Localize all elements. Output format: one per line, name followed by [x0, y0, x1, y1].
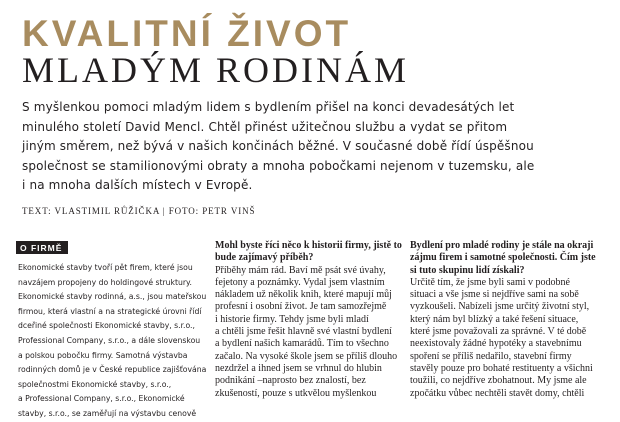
lead-line: i na mnoha dalších místech v Evropě. — [22, 178, 253, 192]
interview-answer — [410, 277, 610, 400]
sidebar-line: společnostmi Ekonomické stavby, s.r.o., — [18, 379, 172, 389]
answer-line: i historie firmy. Tehdy jsme byli mladí — [215, 313, 369, 325]
interview-answer — [215, 265, 400, 400]
interview-question — [215, 240, 400, 265]
answer-line: Určitě tím, že jsme byli sami v podobné — [410, 276, 570, 288]
lead-line: minulého století David Mencl. Chtěl přinést užitečnou službu a vydat se přitom — [22, 119, 508, 134]
answer-line: zkušeností, pouze s utkvělou myšlenkou — [215, 387, 377, 399]
answer-line: které jsme považovali za správné. V té době — [410, 326, 587, 338]
sidebar-line: a Professional Company, s.r.o., Ekonomické — [18, 394, 185, 404]
sidebar-line: dceřiné společnosti Ekonomické stavby, s.r.o., — [18, 321, 195, 331]
sidebar-about-company — [16, 238, 206, 422]
title-line-1: KVALITNÍ ŽIVOT — [22, 13, 352, 54]
answer-line: a chtěli jsme řešit hlavně své vlastní bydlení — [215, 326, 392, 338]
question-line: zájmu firem i samotné společnosti. Čím jste — [410, 252, 596, 264]
interview-column-2 — [410, 240, 610, 400]
lead-paragraph — [22, 98, 535, 196]
sidebar-line: Professional Company, s.r.o., a dále slovenskou — [18, 335, 201, 345]
lead-line: jiným směrem, než bývá v našich končinách běžné. V současné době řídí úspěšnou — [22, 139, 534, 153]
answer-line: podnikání –naprosto bez znalostí, bez — [215, 375, 366, 387]
section-badge: O FIRMĚ — [16, 241, 68, 254]
lead-line: S myšlenkou pomoci mladým lidem s bydlením přišel na konci devadesátých let — [22, 100, 515, 114]
question-line: Bydlení pro mladé rodiny je stále na okraji — [410, 240, 594, 251]
question-line: si tuto skupinu lidí získali? — [410, 264, 525, 276]
answer-line: toužili, co nejdříve zbohatnout. My jsme ale — [410, 375, 587, 387]
sidebar-line: Ekonomické stavby tvoří pět firem, které jsou — [18, 263, 193, 272]
sidebar-line: Ekonomické stavby rodinná, a.s., jsou mateřskou — [18, 292, 207, 302]
interview-question — [410, 240, 610, 277]
answer-line: nákladem už několik knih, které mapují můj — [215, 289, 392, 301]
answer-line: zpočátku vůbec nechtěli stavět domy, chtěli — [410, 387, 585, 399]
sidebar-line: a polskou pobočku firmy. Samotná výstavba — [18, 350, 188, 360]
answer-line: spoření se příliš nedařilo, stavební firmy — [410, 350, 572, 362]
answer-line: neexistovaly žádné hypotéky a stavebnímu — [410, 338, 582, 350]
answer-line: a bydlení našich kamarádů. Tím to všechno — [215, 338, 389, 350]
sidebar-text — [18, 261, 206, 422]
answer-line: Příběhy mám rád. Baví mě psát své úvahy, — [215, 264, 386, 276]
sidebar-line: rodinných domů je v České republice zajišťována — [18, 365, 207, 375]
answer-line: začalo. Na vysoké škole jsem se příliš dlouho — [215, 350, 398, 362]
answer-line: fejetony a poznámky. Vydal jsem vlastním — [215, 276, 385, 288]
sidebar-line: navzájem propojeny do holdingové struktury. — [18, 277, 192, 287]
title-line-2: MLADÝM RODINÁM — [22, 50, 410, 90]
answer-line: který nám byl blízký a také řešení situace, — [410, 313, 579, 325]
lead-line: společnost se stamilionovými obraty a mnoha pobočkami nejenom v tuzemsku, ale — [22, 158, 535, 173]
sidebar-line: firmou, která vlastní a na strategické úrovni řídí — [18, 306, 202, 316]
answer-line: nezdržel a ihned jsem se vrhnul do hlubin — [215, 362, 382, 374]
question-line: bude zajímavý příběh? — [215, 252, 314, 264]
question-line: Mohl byste říci něco k historii firmy, jistě to — [215, 240, 402, 251]
interview-column-1 — [215, 240, 400, 400]
sidebar-line: stavby, s.r.o., se zaměřují na výstavbu cenově — [18, 408, 197, 418]
answer-line: profesní i osobní život. Je tam samozřejmě — [215, 301, 387, 313]
answer-line: vyzkoušeli. Nabízeli jsme určitý životní styl, — [410, 301, 590, 313]
answer-line: stavěly pouze pro bohaté restituenty a všichni — [410, 362, 593, 374]
answer-line: situaci a vše jsme si nejdříve sami na sobě — [410, 289, 579, 301]
author-credits: TEXT: VLASTIMIL RŮŽIČKA | FOTO: PETR VINŠ — [22, 206, 256, 216]
